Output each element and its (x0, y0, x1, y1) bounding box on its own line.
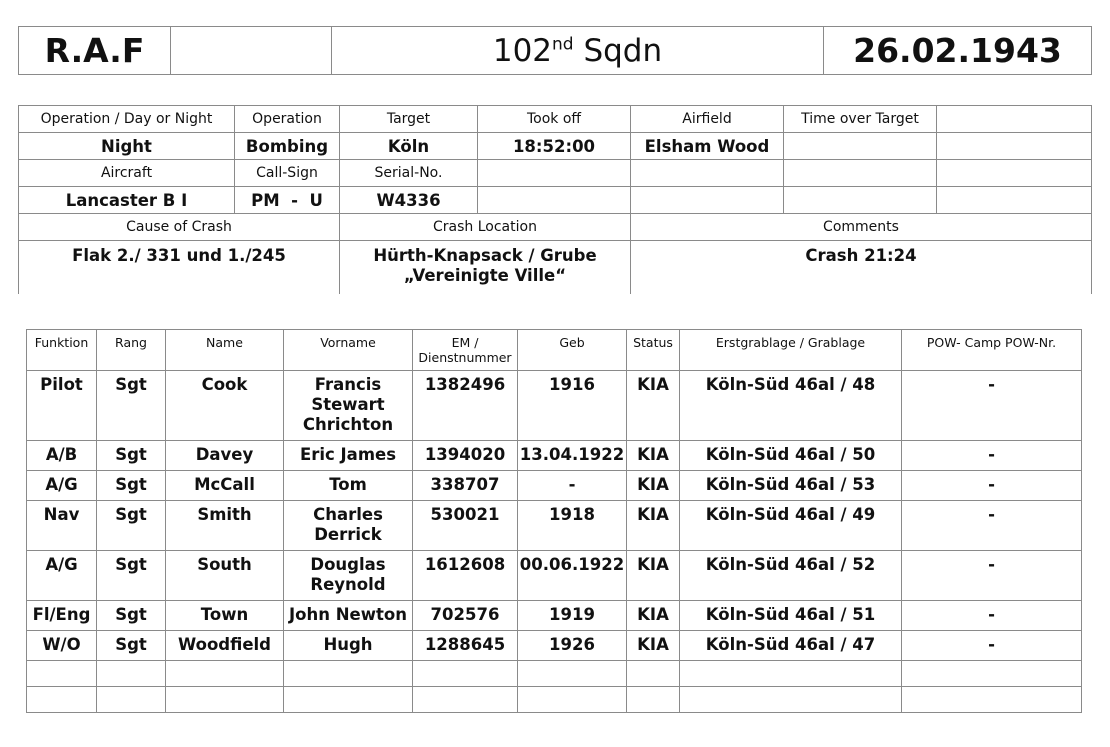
info-labels-row-1 (19, 106, 1092, 133)
crew-grave: Köln-Süd 46al / 53 (680, 471, 902, 501)
info-value: PM - U (235, 187, 340, 214)
column-header: POW- Camp POW-Nr. (902, 330, 1082, 371)
crew-birth: 13.04.1922 (518, 441, 627, 471)
crew-row (27, 601, 1082, 631)
crew-vorname: Tom (284, 471, 413, 501)
crew-service-number: 1382496 (413, 371, 518, 441)
crew-status: KIA (627, 631, 680, 661)
info-value: Bombing (235, 133, 340, 160)
crew-rang: Sgt (97, 441, 166, 471)
info-value: Elsham Wood (631, 133, 784, 160)
crew-service-number: 338707 (413, 471, 518, 501)
column-header: EM / Dienstnummer (413, 330, 518, 371)
column-header: Funktion (27, 330, 97, 371)
crew-pow: - (902, 601, 1082, 631)
column-header: Erstgrablage / Grablage (680, 330, 902, 371)
crew-pow: - (902, 501, 1082, 551)
crew-funktion: Fl/Eng (27, 601, 97, 631)
empty-row (27, 661, 1082, 687)
crew-name: McCall (166, 471, 284, 501)
info-label: Operation (235, 106, 340, 133)
crew-funktion: Pilot (27, 371, 97, 441)
crew-status: KIA (627, 471, 680, 501)
crew-grave: Köln-Süd 46al / 50 (680, 441, 902, 471)
crew-vorname: John Newton (284, 601, 413, 631)
info-value (784, 133, 937, 160)
info-label (478, 160, 631, 187)
crew-service-number: 1394020 (413, 441, 518, 471)
crew-rang: Sgt (97, 631, 166, 661)
empty-row (27, 687, 1082, 713)
info-label: Time over Target (784, 106, 937, 133)
crew-pow: - (902, 631, 1082, 661)
comments-value: Crash 21:24 (631, 241, 1092, 295)
info-value (937, 133, 1092, 160)
info-value: 18:52:00 (478, 133, 631, 160)
info-label (937, 106, 1092, 133)
squadron-word: Sqdn (573, 32, 663, 69)
location-line-1: Hürth-Knapsack / Grube (373, 246, 597, 265)
crew-grave: Köln-Süd 46al / 48 (680, 371, 902, 441)
info-label: Airfield (631, 106, 784, 133)
info-values-row-2 (19, 187, 1092, 214)
squadron-title (332, 27, 824, 75)
column-header: Geb (518, 330, 627, 371)
info-label: Operation / Day or Night (19, 106, 235, 133)
info-label: Target (340, 106, 478, 133)
column-header: Vorname (284, 330, 413, 371)
info-label: Aircraft (19, 160, 235, 187)
crew-birth: 1919 (518, 601, 627, 631)
info-values-row-3 (19, 241, 1092, 295)
crew-rang: Sgt (97, 501, 166, 551)
location-line-2: „Vereinigte Ville“ (403, 266, 567, 285)
info-label (937, 160, 1092, 187)
raf-label: R.A.F (19, 27, 171, 75)
info-value (937, 187, 1092, 214)
crew-status: KIA (627, 601, 680, 631)
crew-row (27, 631, 1082, 661)
crew-grave: Köln-Süd 46al / 52 (680, 551, 902, 601)
info-value: Night (19, 133, 235, 160)
crew-grave: Köln-Süd 46al / 49 (680, 501, 902, 551)
cause-value: Flak 2./ 331 und 1./245 (19, 241, 340, 295)
crew-pow: - (902, 371, 1082, 441)
info-label: Took off (478, 106, 631, 133)
crew-pow: - (902, 441, 1082, 471)
info-labels-row-3 (19, 214, 1092, 241)
crew-table (26, 329, 1082, 713)
crew-grave: Köln-Süd 46al / 51 (680, 601, 902, 631)
operation-info-table (18, 105, 1092, 294)
info-label (631, 160, 784, 187)
column-header: Rang (97, 330, 166, 371)
crew-rang: Sgt (97, 371, 166, 441)
crew-row (27, 441, 1082, 471)
crew-funktion: W/O (27, 631, 97, 661)
info-value: Köln (340, 133, 478, 160)
info-value (631, 187, 784, 214)
crew-name: Cook (166, 371, 284, 441)
crew-pow: - (902, 471, 1082, 501)
crew-row (27, 501, 1082, 551)
info-value: W4336 (340, 187, 478, 214)
crew-service-number: 530021 (413, 501, 518, 551)
crew-funktion: A/G (27, 551, 97, 601)
crew-service-number: 1612608 (413, 551, 518, 601)
crew-status: KIA (627, 551, 680, 601)
crew-name: Davey (166, 441, 284, 471)
crew-birth: 00.06.1922 (518, 551, 627, 601)
info-label: Call-Sign (235, 160, 340, 187)
comments-label: Comments (631, 214, 1092, 241)
crew-vorname: Douglas Reynold (284, 551, 413, 601)
column-header: Status (627, 330, 680, 371)
crew-funktion: A/G (27, 471, 97, 501)
crew-rang: Sgt (97, 601, 166, 631)
squadron-suffix: nd (552, 34, 574, 55)
info-label: Serial-No. (340, 160, 478, 187)
header-table (18, 26, 1092, 75)
squadron-number: 102 (492, 32, 553, 69)
crew-status: KIA (627, 441, 680, 471)
crew-header-row (27, 330, 1082, 371)
crew-birth: 1926 (518, 631, 627, 661)
column-header: Name (166, 330, 284, 371)
crew-birth: 1916 (518, 371, 627, 441)
cause-label: Cause of Crash (19, 214, 340, 241)
location-label: Crash Location (340, 214, 631, 241)
info-value: Lancaster B I (19, 187, 235, 214)
crew-vorname: Charles Derrick (284, 501, 413, 551)
crew-vorname: Hugh (284, 631, 413, 661)
info-value (784, 187, 937, 214)
info-value (478, 187, 631, 214)
crew-name: Woodfield (166, 631, 284, 661)
crew-funktion: Nav (27, 501, 97, 551)
location-value (340, 241, 631, 295)
crew-rang: Sgt (97, 471, 166, 501)
crew-status: KIA (627, 371, 680, 441)
info-label (784, 160, 937, 187)
crew-name: South (166, 551, 284, 601)
info-labels-row-2 (19, 160, 1092, 187)
crew-birth: - (518, 471, 627, 501)
crew-row (27, 371, 1082, 441)
info-values-row-1 (19, 133, 1092, 160)
crew-status: KIA (627, 501, 680, 551)
crew-row (27, 551, 1082, 601)
date-label: 26.02.1943 (824, 27, 1092, 75)
crew-pow: - (902, 551, 1082, 601)
crew-funktion: A/B (27, 441, 97, 471)
crew-vorname: Eric James (284, 441, 413, 471)
crew-rang: Sgt (97, 551, 166, 601)
crew-name: Town (166, 601, 284, 631)
crew-service-number: 1288645 (413, 631, 518, 661)
crew-service-number: 702576 (413, 601, 518, 631)
crew-vorname: Francis Stewart Chrichton (284, 371, 413, 441)
crew-row (27, 471, 1082, 501)
crew-grave: Köln-Süd 46al / 47 (680, 631, 902, 661)
crew-birth: 1918 (518, 501, 627, 551)
crew-name: Smith (166, 501, 284, 551)
header-blank-cell (171, 27, 332, 75)
